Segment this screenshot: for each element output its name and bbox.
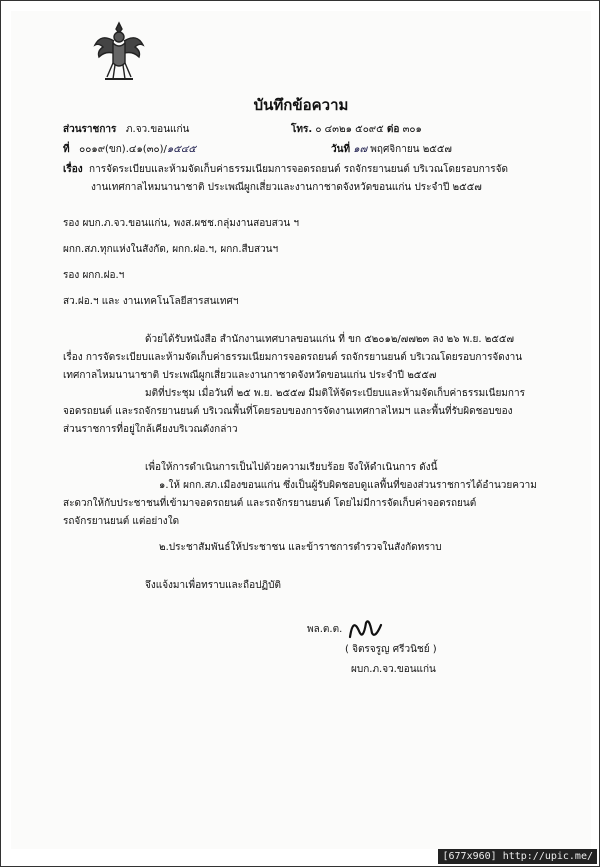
subject-line-2: งานเทศกาลไหมนานาชาติ ประเพณีผูกเสี่ยวและงานกาชาดจังหวัดขอนแก่น ประจำปี ๒๕๕๗ [91,182,482,193]
phone-row [291,123,422,137]
recipient-item: ผกก.สภ.ทุกแห่งในสังกัด, ผกก.ฝอ.ฯ, ผกก.สืบสวนฯ [63,244,279,255]
phone-label: โทร. [291,124,313,135]
subject-row [63,163,508,177]
phone-value: ๐ ๔๓๒๑ ๕๐๙๕ [315,124,384,135]
body-p1-line2: เรื่อง การจัดระเบียบและห้ามจัดเก็บค่าธรรมเนียมการจอดรถยนต์ รถจักรยานยนต์ บริเวณโดยรอบการจัดงาน [63,352,523,363]
handwritten-signature [347,613,387,643]
division-value: ภ.จว.ขอนแก่น [125,124,190,135]
division-label: ส่วนราชการ [63,124,117,135]
body-p1-line1: ด้วยได้รับหนังสือ สำนักงานเทศบาลขอนแก่น ที่ ขก ๕๒๐๑๒/๗๗๒๓ ลง ๒๖ พ.ย. ๒๕๕๗ [145,334,514,345]
body-item1-line2: สะดวกให้กับประชาชนที่เข้ามาจอดรถยนต์ และรถจักรยานยนต์ โดยไม่มีการจัดเก็บค่าจอดรถยนต์ [63,498,477,509]
body-p2-line3: ส่วนราชการที่อยู่ใกล้เคียงบริเวณดังกล่าว [63,424,238,435]
signature-rank: พล.ต.ต. [307,624,343,635]
body-p1-line3: เทศกาลไหมนานาชาติ ประเพณีผูกเสี่ยวและงานกาชาดจังหวัดขอนแก่น ประจำปี ๒๕๕๗ [63,370,437,381]
garuda-emblem-icon [91,19,147,85]
ext-label: ต่อ [386,124,400,135]
memo-document [11,11,591,849]
body-p2-line1: มติที่ประชุม เมื่อวันที่ ๒๕ พ.ย. ๒๕๕๗ มีมติให้จัดระเบียบและห้ามจัดเก็บค่าธรรมเนียมการ [145,388,525,399]
memo-title: บันทึกข้อความ [253,96,349,114]
signature-name: ( จิตรจรูญ ศรีวนิชย์ ) [345,644,437,655]
date-row [331,143,452,157]
recipient-item: รอง ผบก.ภ.จว.ขอนแก่น, พงส.ผชช.กลุ่มงานสอบสวน ฯ [63,218,299,229]
date-handwritten: ๑๗ [353,144,368,155]
ext-value: ๓๐๑ [402,124,422,135]
division-row [63,123,189,137]
signature-position: ผบก.ภ.จว.ขอนแก่น [351,664,436,675]
body-item1-line3: รถจักรยานยนต์ แต่อย่างใด [63,516,180,527]
ref-label: ที่ [63,144,70,155]
ref-row [63,143,196,157]
date-value: พฤศจิกายน ๒๕๕๗ [370,144,452,155]
closing-text: จึงแจ้งมาเพื่อทราบและถือปฏิบัติ [145,580,281,591]
ref-value: ๐๐๑๙(ขก).๔๑(๓๐)/ [79,144,167,155]
subject-label: เรื่อง [63,164,83,175]
body-p3-line1: เพื่อให้การดำเนินการเป็นไปด้วยความเรียบร้อย จึงให้ดำเนินการ ดังนี้ [145,462,438,473]
ref-handwritten: ๑๕๔๕ [166,144,196,155]
body-item1-line1: ๑.ให้ ผกก.สภ.เมืองขอนแก่น ซึ่งเป็นผู้รับผิดชอบดูแลพื้นที่ของส่วนราชการได้อำนวยความ [159,480,537,491]
subject-line-1: การจัดระเบียบและห้ามจัดเก็บค่าธรรมเนียมการจอดรถยนต์ รถจักรยานยนต์ บริเวณโดยรอบการจัด [89,164,508,175]
date-label: วันที่ [331,144,351,155]
source-tag: [677x960] http://upic.me/ [438,849,597,864]
recipient-item: สว.ฝอ.ฯ และ งานเทคโนโลยีสารสนเทศฯ [63,296,239,307]
body-p2-line2: จอดรถยนต์ และรถจักรยานยนต์ บริเวณพื้นที่โดยรอบของการจัดงานเทศกาลไหมฯ และพื้นที่รับผิดชอบของ [63,406,513,417]
body-item2-line1: ๒.ประชาสัมพันธ์ให้ประชาชน และข้าราชการตำรวจในสังกัดทราบ [159,542,442,553]
recipient-item: รอง ผกก.ฝอ.ฯ [63,270,125,281]
